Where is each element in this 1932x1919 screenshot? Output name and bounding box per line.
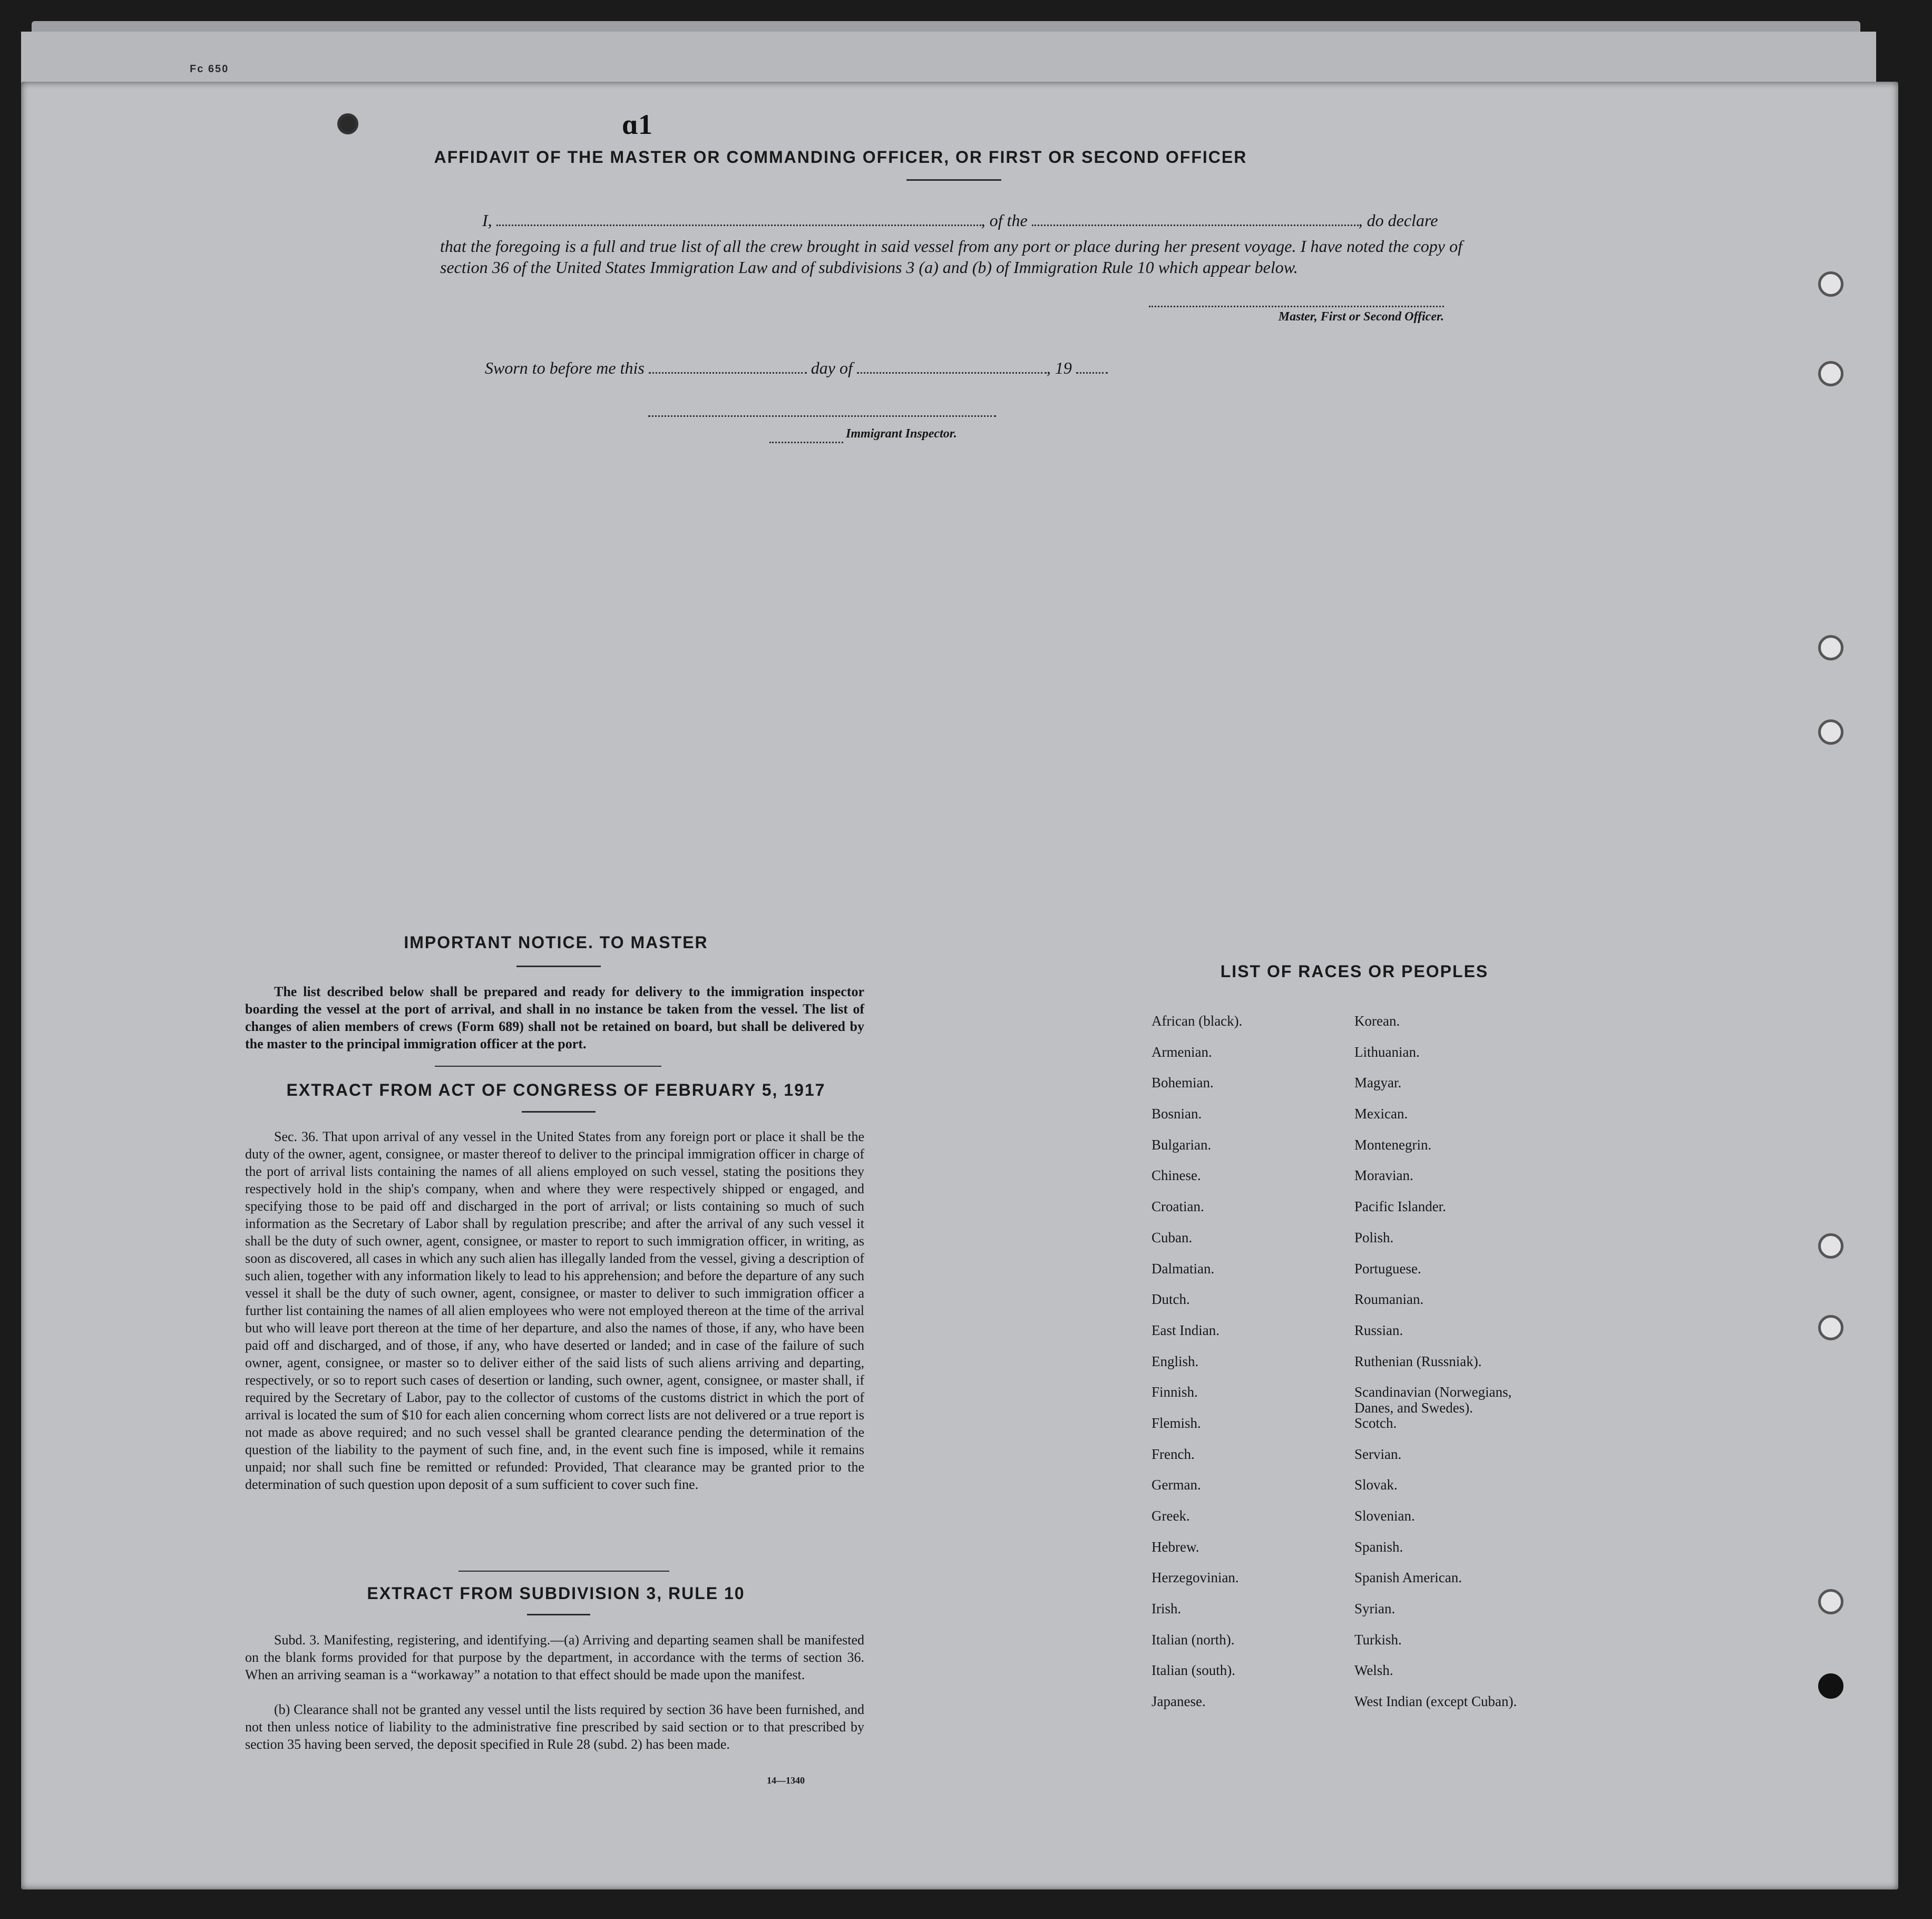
sworn-line (485, 358, 1170, 378)
race-item: Bohemian. (1152, 1075, 1214, 1091)
race-item: Slovak. (1354, 1477, 1398, 1493)
races-left-column (1152, 1013, 1352, 1725)
race-item: Bosnian. (1152, 1106, 1202, 1122)
punch-hole-icon (1818, 1233, 1843, 1259)
notice-end-divider (435, 1066, 661, 1067)
corner-form-code: Fc 650 (190, 63, 229, 75)
race-item: Italian (south). (1152, 1662, 1235, 1679)
punch-hole-filled-icon (1818, 1673, 1843, 1699)
inspector-label-leader (769, 442, 843, 443)
race-item: Lithuanian. (1354, 1044, 1420, 1060)
race-item: Scotch. (1354, 1415, 1397, 1431)
punch-hole-icon (1818, 1589, 1843, 1614)
declaration-do-declare: , do declare (1358, 211, 1438, 230)
race-item: Moravian. (1354, 1167, 1413, 1184)
inspector-signature-blank[interactable] (648, 415, 996, 417)
punch-hole-icon (1818, 635, 1843, 660)
race-item: Finnish. (1152, 1384, 1198, 1400)
race-item: Turkish. (1354, 1631, 1402, 1648)
race-item: Dalmatian. (1152, 1260, 1215, 1277)
act-title: EXTRACT FROM ACT OF CONGRESS OF FEBRUARY 5, 1917 (286, 1080, 826, 1099)
rule-subd-b: (b) Clearance shall not be granted any vessel until the lists required by section 36 have been furnished, and not then unless notice of liability to the administrative fine prescribed by said section or to that prescribed by section 35 having been served, the deposit specified in Rule 28 (subd. 2) has been made. (245, 1702, 864, 1752)
act-end-divider (458, 1571, 669, 1572)
race-item: Cuban. (1152, 1229, 1193, 1245)
race-item: Spanish. (1354, 1538, 1403, 1555)
race-item: Slovenian. (1354, 1508, 1415, 1524)
notice-divider (516, 966, 601, 967)
master-name-blank[interactable] (496, 225, 981, 226)
race-item: Japanese. (1152, 1693, 1206, 1710)
rule-subd-a: Subd. 3. Manifesting, registering, and identifying.—(a) Arriving and departing seamen shall be manifested on the blank forms provided for that purpose by the department, in accordance with the terms of section 36. When an arriving seaman is a “workaway” a notation to that effect should be made upon the manifest. (245, 1632, 864, 1682)
race-item: Hebrew. (1152, 1538, 1199, 1555)
race-item: Spanish American. (1354, 1570, 1462, 1586)
inspector-label: Immigrant Inspector. (846, 427, 957, 441)
sworn-year-blank[interactable] (1076, 372, 1108, 374)
notice-body: The list described below shall be prepared and ready for delivery to the immigration inspector boarding the vessel at the port of arrival, and shall in no instance be taken from the vessel. The list of changes of alien members of crews (Form 689) shall not be retained on board, but shall be delivered by the master to the principal immigration officer at the port. (245, 984, 864, 1051)
declaration-of-the: , of the (981, 211, 1028, 230)
sworn-year: , 19 (1046, 358, 1072, 377)
act-divider (522, 1111, 596, 1113)
punch-hole-icon (1818, 1315, 1843, 1340)
affidavit-declaration-line (482, 211, 1462, 230)
act-section-36: Sec. 36. That upon arrival of any vessel in the United States from any foreign port or place it shall be the duty of the owner, agent, consignee, or master thereof to deliver to the principal immigration officer in charge of the port of arrival lists containing the names of all aliens employed on such vessel, stating the positions they respectively hold in the ship's company, when and where they were respectively shipped or engaged, and specifying those to be paid off and discharged in the port of arrival; or lists containing so much of such information as the Secretary of Labor shall by regulation prescribe; and after the arrival of any such vessel it shall be the duty of such owner, agent, consignee, or master to report to such immigration officer, in writing, as soon as discovered, all cases in which any such alien has illegally landed from the vessel, giving a description of such alien, together with any information likely to lead to his apprehension; and before the departure of any such vessel it shall be the duty of such owner, agent, consignee, or master to deliver to such immigration officer a further list containing the names of all alien employees who were not employed thereon at the time of the arrival but who will leave port thereon at the time of her departure, and also the names of those, if any, who have been paid off and discharged, and of those, if any, who have deserted or landed; and in case of the failure of such owner, agent, consignee, or master so to deliver either of the said lists of such aliens arriving and departing, respectively, or so to report such cases of desertion or landing, such owner, agent, consignee, or master shall, if required by the Secretary of Labor, pay to the collector of customs of the customs district in which the port of arrival is located the sum of $10 for each alien concerning whom correct lists are not delivered or a true report is not made as above required; and no such vessel shall be granted clearance pending the determination of the question of the liability to the payment of such fine, and, in the event such fine is imposed, while it remains unpaid; nor shall such fine be remitted or refunded: Provided, That clearance may be granted prior to the determination of such question upon deposit of a sum sufficient to cover such fine. (245, 1129, 864, 1492)
form-number: 14—1340 (767, 1775, 805, 1786)
sworn-text: Sworn to before me this (485, 358, 645, 377)
races-right-column (1354, 1013, 1597, 1725)
race-item: Magyar. (1354, 1075, 1402, 1091)
race-item: Polish. (1354, 1229, 1394, 1245)
race-item: Irish. (1152, 1601, 1182, 1617)
affidavit-title: AFFIDAVIT OF THE MASTER OR COMMANDING OFFICER, OR FIRST OR SECOND OFFICER (434, 148, 1247, 167)
signature-blank[interactable] (1149, 306, 1444, 307)
races-title: LIST OF RACES OR PEOPLES (1220, 962, 1489, 981)
race-item: Chinese. (1152, 1167, 1201, 1184)
declaration-i: I, (482, 211, 492, 230)
race-item: Bulgarian. (1152, 1136, 1212, 1153)
race-item: East Indian. (1152, 1322, 1219, 1338)
race-item: Croatian. (1152, 1199, 1204, 1215)
race-item: Mexican. (1354, 1106, 1408, 1122)
punch-hole-icon (1818, 361, 1843, 386)
race-item: English. (1152, 1353, 1199, 1369)
race-item: Korean. (1354, 1013, 1400, 1029)
vessel-name-blank[interactable] (1032, 225, 1359, 226)
race-item: Italian (north). (1152, 1631, 1235, 1648)
sworn-day-blank[interactable] (649, 372, 807, 374)
race-item: Russian. (1354, 1322, 1403, 1338)
race-item: Armenian. (1152, 1044, 1212, 1060)
race-item: Dutch. (1152, 1291, 1190, 1308)
race-item: Montenegrin. (1354, 1136, 1432, 1153)
race-item: Pacific Islander. (1354, 1199, 1446, 1215)
race-item: Scandinavian (Norwegians, Danes, and Swedes). (1354, 1384, 1512, 1416)
race-item: Herzegovinian. (1152, 1570, 1239, 1586)
affidavit-body: that the foregoing is a full and true list of all the crew brought in said vessel from any port or place during her present voyage. I have noted the copy of section 36 of the United States Immigration Law and of subdivisions 3 (a) and (b) of Immigration Rule 10 which appear below. (440, 237, 1462, 277)
race-item: French. (1152, 1446, 1195, 1462)
stamp-mark: ɑ1 (622, 109, 653, 140)
race-item: Roumanian. (1354, 1291, 1424, 1308)
sworn-day-of: day of (811, 358, 853, 377)
race-item: Greek. (1152, 1508, 1190, 1524)
sworn-month-blank[interactable] (857, 372, 1047, 374)
race-item: German. (1152, 1477, 1201, 1493)
rule-divider (527, 1614, 590, 1615)
punch-hole-icon (1818, 719, 1843, 745)
race-item: Ruthenian (Russniak). (1354, 1353, 1482, 1369)
race-item: African (black). (1152, 1013, 1243, 1029)
ink-blot-icon (337, 113, 358, 134)
punch-hole-icon (1818, 271, 1843, 297)
race-item: Servian. (1354, 1446, 1402, 1462)
notice-title: IMPORTANT NOTICE. TO MASTER (404, 933, 708, 952)
race-item: Flemish. (1152, 1415, 1201, 1431)
race-item: Syrian. (1354, 1601, 1396, 1617)
race-item: Portuguese. (1354, 1260, 1421, 1277)
race-item: Welsh. (1354, 1662, 1393, 1679)
rule-title: EXTRACT FROM SUBDIVISION 3, RULE 10 (367, 1584, 745, 1603)
title-divider (906, 179, 1001, 181)
race-item: West Indian (except Cuban). (1354, 1693, 1517, 1710)
signature-label: Master, First or Second Officer. (1278, 310, 1444, 324)
